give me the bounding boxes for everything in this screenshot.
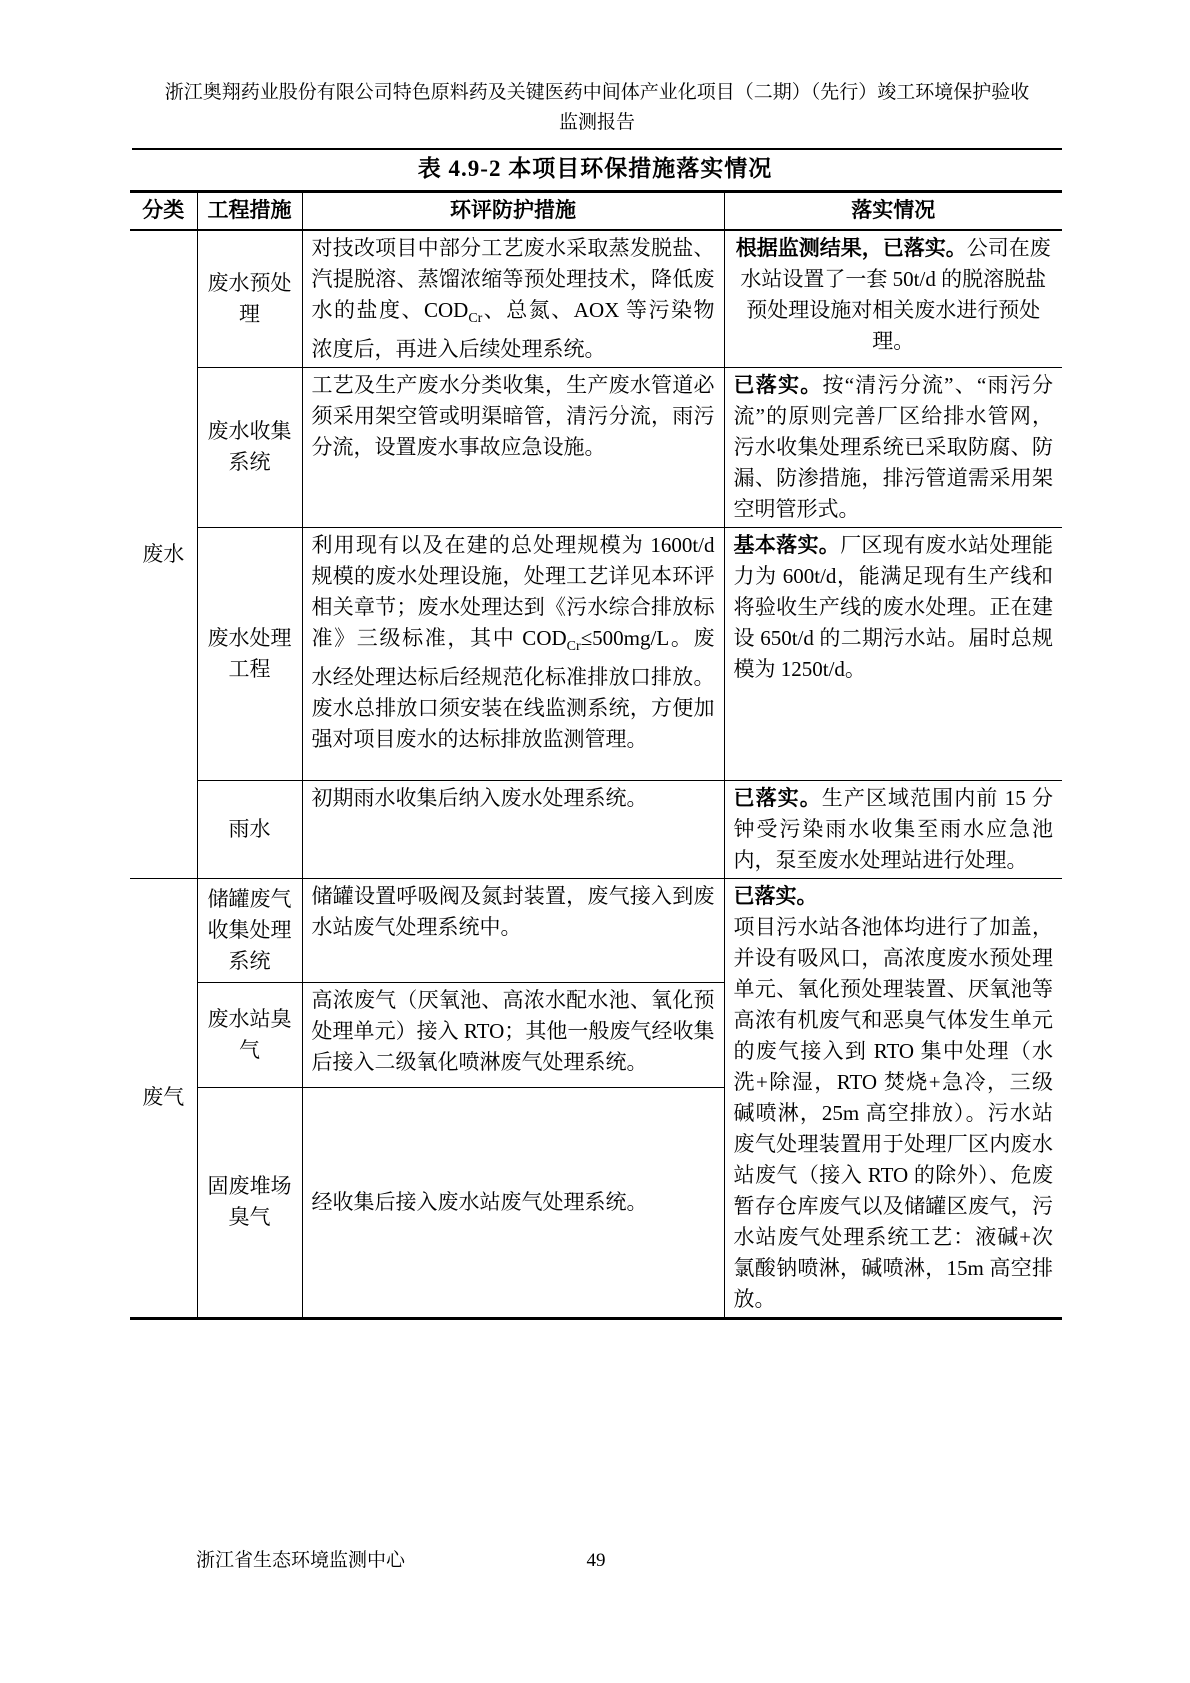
epia-text-part2: ≤500mg/L。废水经处理达标后经规范化标准排放口排放。废水总排放口须安装在线监测系统，方便加强对项目废水的达标排放监测管理。 — [311, 625, 715, 751]
status-detail: 按“清污分流”、“雨污分流”的原则完善厂区给排水管网，污水收集处理系统已采取防腐、防漏、防渗措施，排污管道需采用架空明管形式。 — [733, 372, 1054, 521]
page-number: 49 — [586, 1550, 606, 1571]
header-line-2: 监测报告 — [558, 112, 635, 133]
epia-station-odor: 高浓废气（厌氧池、高浓水配水池、氧化预处理单元）接入 RTO；其他一般废气经收集后接入二级氧化喷淋废气处理系统。 — [302, 983, 724, 1087]
measure-wastewater-treatment: 废水处理工程 — [197, 527, 302, 780]
epia-text-part1: 对技改项目中部分工艺废水采取蒸发脱盐、汽提脱溶、蒸馏浓缩等预处理技术，降低废水的盐度、COD — [311, 235, 715, 322]
cod-subscript: Cr — [468, 310, 483, 326]
row-rainwater — [130, 780, 1062, 878]
measure-solid-waste-odor: 固废堆场臭气 — [197, 1087, 302, 1318]
measure-station-odor: 废水站臭气 — [197, 983, 302, 1087]
epia-text-part1: 利用现有以及在建的总处理规模为 1600t/d 规模的废水处理设施，处理工艺详见本环评相关章节；废水处理达到《污水综合排放标准》三级标准，其中 COD — [311, 532, 715, 650]
status-detail: 生产区域范围内前 15 分钟受污染雨水收集至雨水应急池内，泵至废水处理站进行处理。 — [733, 785, 1054, 872]
footer-organization: 浙江省生态环境监测中心 — [196, 1550, 406, 1571]
table-title: 表 4.9-2 本项目环保措施落实情况 — [417, 156, 773, 181]
epia-wastewater-pretreatment — [302, 230, 724, 368]
epia-tank-gas: 储罐设置呼吸阀及氮封装置，废气接入到废水站废气处理系统中。 — [302, 878, 724, 982]
status-wastewater-pretreatment — [724, 230, 1062, 368]
status-verdict: 基本落实。 — [733, 532, 841, 557]
status-verdict: 已落实。 — [733, 785, 822, 810]
epia-text-part2: 、总氮、AOX 等污染物浓度后，再进入后续处理系统。 — [311, 297, 715, 361]
category-waste-gas: 废气 — [130, 878, 197, 1318]
document-header — [132, 78, 1062, 150]
status-verdict: 根据监测结果，已落实。 — [735, 235, 967, 260]
status-detail: 厂区现有废水站处理能力为 600t/d，能满足现有生产线和将验收生产线的废水处理。正在建设 650t/d 的二期污水站。届时总规模为 1250t/d。 — [733, 532, 1054, 681]
status-wastewater-treatment — [724, 527, 1062, 780]
row-wastewater-treatment — [130, 527, 1062, 780]
epia-solid-waste-odor: 经收集后接入废水站废气处理系统。 — [302, 1087, 724, 1318]
status-detail: 项目污水站各池体均进行了加盖，并设有吸风口，高浓度废水预处理单元、氧化预处理装置、厌氧池等高浓有机废气和恶臭气体发生单元的废气接入到 RTO 集中处理（水洗+除湿，RTO 焚烧+急冷，三级碱喷淋，25m 高空排放）。污水站废气处理装置用于处理厂区内废水站废气（接入 RTO 的除外）、危废暂存仓库废气以及储罐区废气，污水站废气处理系统工艺：液碱+次氯酸钠喷淋，碱喷淋，15m 高空排放。 — [733, 914, 1053, 1311]
epia-wastewater-treatment — [302, 527, 724, 780]
measures-table — [130, 190, 1062, 1320]
col-header-category: 分类 — [130, 192, 197, 230]
cod-subscript: Cr — [566, 638, 581, 654]
measure-wastewater-pretreatment: 废水预处理 — [197, 230, 302, 368]
col-header-status: 落实情况 — [724, 192, 1062, 230]
status-verdict: 已落实。 — [733, 883, 818, 908]
col-header-measure: 工程措施 — [197, 192, 302, 230]
category-wastewater: 废水 — [130, 230, 197, 879]
header-line-1: 浙江奥翔药业股份有限公司特色原料药及关键医药中间体产业化项目（二期）（先行）竣工环境保护验收 — [164, 82, 1030, 103]
measure-wastewater-collection: 废水收集系统 — [197, 367, 302, 527]
status-wastewater-collection — [724, 367, 1062, 527]
row-wastewater-pretreatment — [130, 230, 1062, 368]
epia-rainwater: 初期雨水收集后纳入废水处理系统。 — [302, 780, 724, 878]
status-detail: 公司在废水站设置了一套 50t/d 的脱溶脱盐预处理设施对相关废水进行预处理。 — [740, 235, 1051, 353]
col-header-epia: 环评防护措施 — [302, 192, 724, 230]
measure-tank-gas: 储罐废气收集处理系统 — [197, 878, 302, 982]
status-waste-gas — [724, 878, 1062, 1318]
table-header-row — [130, 192, 1062, 230]
row-tank-gas — [130, 878, 1062, 982]
row-wastewater-collection — [130, 367, 1062, 527]
epia-wastewater-collection: 工艺及生产废水分类收集，生产废水管道必须采用架空管或明渠暗管，清污分流，雨污分流，设置废水事故应急设施。 — [302, 367, 724, 527]
status-rainwater — [724, 780, 1062, 878]
status-verdict: 已落实。 — [733, 372, 823, 397]
measure-rainwater: 雨水 — [197, 780, 302, 878]
